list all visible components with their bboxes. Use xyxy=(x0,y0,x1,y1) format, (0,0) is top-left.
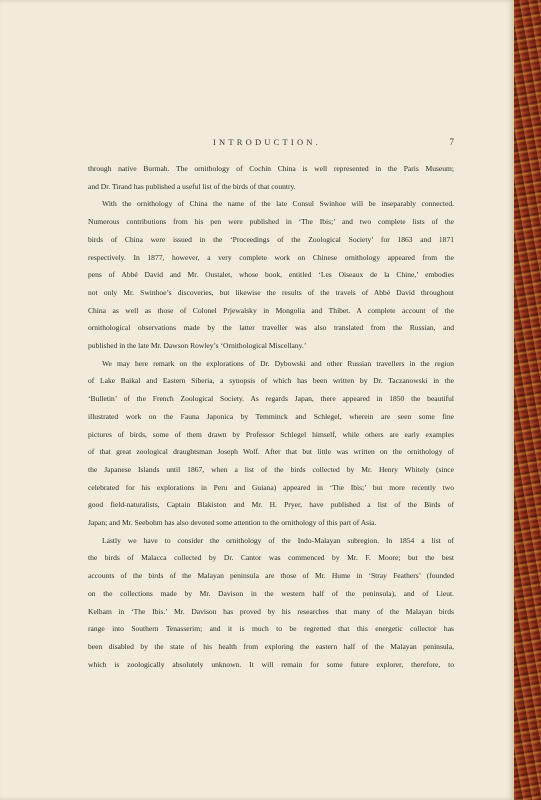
text-line: published in the late Mr. Dawson Rowley’s ‘Ornithological Miscellany.’ xyxy=(88,341,307,351)
text-line: good field-naturalists, Captain Blakiston and Mr. H. Pryer, have published a list of the Birds of xyxy=(88,500,454,510)
text-line: celebrated for his explorations in Peru and Guiana) appeared in ‘The Ibis;’ but more recently two xyxy=(88,482,454,492)
paragraph xyxy=(88,160,454,195)
text-line: ‘Bulletin’ of the French Zoological Society. As regards Japan, there appeared in 1850 the beautiful xyxy=(88,394,454,404)
marbled-page-edge xyxy=(514,0,541,800)
running-title: INTRODUCTION. xyxy=(213,137,321,147)
text-line: Japan; and Mr. Seebohm has also devoted some attention to the ornithology of this part of Asia. xyxy=(88,518,377,528)
text-line: With the ornithology of China the name of the late Consul Swinhoe will be inseparably connected. xyxy=(102,199,454,209)
text-line: pictures of birds, some of them drawn by Professor Schlegel himself, while others are early examples xyxy=(88,429,454,439)
text-line: respectively. In 1877, however, a very complete work on Chinese ornithology appeared from the xyxy=(88,252,454,262)
page-number: 7 xyxy=(449,137,454,147)
text-line: illustrated work on the Fauna Japonica by Temminck and Schlegel, wherein are seen some fine xyxy=(88,411,454,421)
text-line: through native Burmah. The ornithology of Cochin China is well represented in the Paris Museum; xyxy=(88,164,454,173)
text-line: China as well as those of Colonel Prjewalsky in Mongolia and Thibet. A complete account of the xyxy=(88,305,454,315)
text-line: We may here remark on the explorations of Dr. Dybowski and other Russian travellers in the region xyxy=(102,358,454,368)
paragraph xyxy=(88,195,454,354)
text-line: not only Mr. Swinhoe’s discoveries, but likewise the results of the travels of Abbé David throughout xyxy=(88,287,454,297)
text-line: been disabled by the state of his health from exploring the eastern half of the Malayan peninsula, xyxy=(88,641,454,651)
text-line: accounts of the birds of the Malayan peninsula are those of Mr. Hume in ‘Stray Feathers’ (founded xyxy=(88,571,454,581)
text-line: birds of China were issued in the ‘Proceedings of the Zoological Society’ for 1863 and 1871 xyxy=(88,234,454,244)
text-line: of that great zoological draughtsman Joseph Wolf. After that but little was written on the ornithology of xyxy=(88,447,454,457)
text-line: of Lake Baikal and Eastern Siberia, a synopsis of which has been written by Dr. Taczanowski in the xyxy=(88,376,454,386)
text-line: Numerous contributions from his pen were published in ‘The Ibis;’ and two complete lists of the xyxy=(88,217,454,227)
text-line: the birds of Malacca collected by Dr. Cantor was commenced by Mr. F. Moore; but the best xyxy=(88,553,454,563)
text-line: which is zoologically absolutely unknown. It will remain for some future explorer, therefore, to xyxy=(88,659,454,669)
text-line: Lastly we have to consider the ornithology of the Indo-Malayan subregion. In 1854 a list of xyxy=(102,535,454,545)
paragraph xyxy=(88,532,454,674)
running-head xyxy=(80,137,454,151)
text-line: range into Southern Tenasserim; and it is much to be regretted that this energetic collector has xyxy=(88,624,454,634)
body-text xyxy=(88,160,454,673)
text-line: pens of Abbé David and Mr. Oustalet, whose book, entitled ‘Les Oiseaux de la Chine,’ embodies xyxy=(88,270,454,280)
text-line: and Dr. Tirand has published a useful list of the birds of that country. xyxy=(88,181,296,191)
paragraph xyxy=(88,355,454,532)
text-line: ornithological observations made by the latter traveller was also translated from the Russian, and xyxy=(88,323,454,333)
text-line: on the collections made by Mr. Davison in the western half of the peninsula), and of Lieut. xyxy=(88,588,454,598)
text-line: Kelham in ‘The Ibis.’ Mr. Davison has proved by his researches that many of the Malayan birds xyxy=(88,606,454,616)
text-line: the Japanese Islands until 1867, when a list of the birds collected by Mr. Henry Whitely (since xyxy=(88,464,454,474)
